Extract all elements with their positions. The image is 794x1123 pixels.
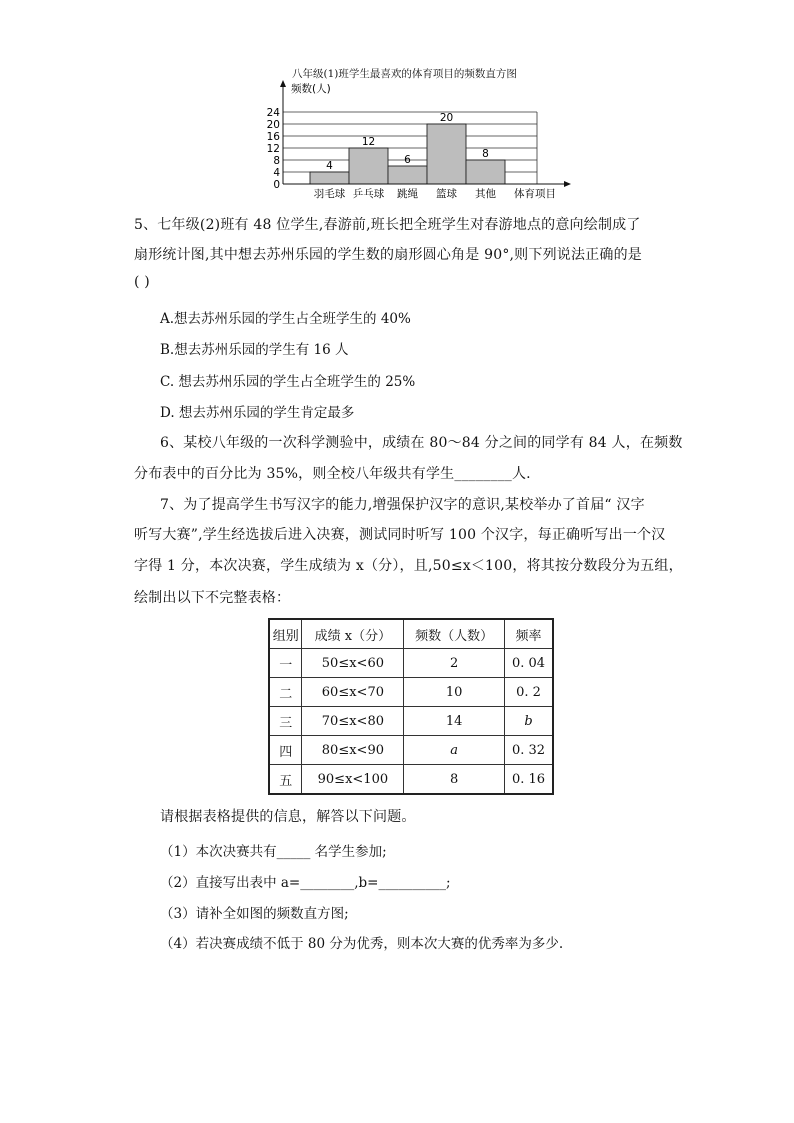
q5-option-d: D. 想去苏州乐园的学生肯定最多 — [160, 405, 355, 421]
x-axis-arrow — [564, 181, 571, 187]
table-cell: 一 — [269, 649, 302, 678]
table-cell: 90≤x<100 — [302, 765, 404, 795]
q7-part-4: （4）若决赛成绩不低于 80 分为优秀，则本次大赛的优秀率为多少. — [160, 936, 564, 952]
q5-answer-bracket: ( ) — [134, 274, 150, 290]
bar-value-label: 4 — [326, 160, 333, 172]
x-tick-label: 其他 — [475, 188, 496, 200]
x-tick-label: 乒乓球 — [352, 188, 385, 200]
bar — [310, 172, 349, 184]
table-cell: 50≤x<60 — [302, 649, 404, 678]
bar-value-label: 8 — [482, 148, 489, 160]
table-cell: 70≤x<80 — [302, 707, 404, 736]
table-header-cell: 成绩 x（分） — [302, 619, 404, 649]
q7-text-line2: 听写大赛”,学生经选拔后进入决赛，测试同时听写 100 个汉字，每正确听写出一个汉 — [134, 527, 666, 543]
table-cell: 8 — [404, 765, 505, 795]
table-cell: 0. 32 — [504, 736, 553, 765]
table-row — [269, 765, 553, 795]
table-cell-unknown-a: a — [404, 736, 505, 765]
bar — [427, 124, 466, 184]
x-tick-label: 篮球 — [436, 188, 457, 200]
q5-option-a: A.想去苏州乐园的学生占全班学生的 40% — [160, 311, 411, 327]
table-row — [269, 707, 553, 736]
table-cell: 60≤x<70 — [302, 678, 404, 707]
table-header-row — [269, 619, 553, 649]
bar-value-label: 20 — [439, 112, 454, 124]
chart-title: 八年级(1)班学生最喜欢的体育项目的频数直方图 — [292, 68, 517, 80]
y-tick-label: 16 — [266, 131, 280, 143]
bar — [388, 166, 427, 184]
y-tick-label: 12 — [266, 143, 280, 155]
table-row — [269, 649, 553, 678]
q7-text-line3: 字得 1 分，本次决赛，学生成绩为 x（分），且,50≤x＜100，将其按分数段分为五组， — [134, 558, 683, 574]
y-tick-label: 20 — [266, 119, 280, 131]
chart-y-ticks — [267, 107, 281, 191]
q6-text-line1: 6、某校八年级的一次科学测验中，成绩在 80～84 分之间的同学有 84 人，在频数 — [160, 435, 683, 451]
table-header-cell: 频率 — [504, 619, 553, 649]
table-cell: 五 — [269, 765, 302, 795]
q7-part-1: （1）本次决赛共有_____ 名学生参加; — [160, 844, 387, 860]
q5-text-line1: 5、七年级(2)班有 48 位学生,春游前,班长把全班学生对春游地点的意向绘制成了 — [134, 217, 641, 233]
q7-text-line1: 7、为了提高学生书写汉字的能力,增强保护汉字的意识,某校举办了首届“ 汉字 — [160, 497, 645, 513]
bar — [349, 148, 388, 184]
bar-value-label: 6 — [404, 154, 411, 166]
table-row — [269, 678, 553, 707]
bar-value-label: 12 — [361, 136, 376, 148]
y-tick-label: 8 — [273, 155, 280, 167]
table-cell: 二 — [269, 678, 302, 707]
chart-x-ticks — [314, 187, 497, 200]
table-cell-unknown-b: b — [504, 707, 553, 736]
table-cell: 0. 16 — [504, 765, 553, 795]
table-cell: 14 — [404, 707, 505, 736]
y-tick-label: 0 — [273, 179, 280, 191]
q7-part-2: （2）直接写出表中 a=________,b=__________; — [160, 875, 451, 891]
table-row — [269, 736, 553, 765]
chart-y-label: 频数(人) — [291, 83, 331, 95]
y-tick-label: 24 — [266, 107, 280, 119]
q5-option-c: C. 想去苏州乐园的学生占全班学生的 25% — [160, 374, 416, 390]
q5-text-line2: 扇形统计图,其中想去苏州乐园的学生数的扇形圆心角是 90°,则下列说法正确的是 — [134, 247, 642, 263]
table-cell: 2 — [404, 649, 505, 678]
x-tick-label: 跳绳 — [397, 188, 418, 200]
q5-option-b: B.想去苏州乐园的学生有 16 人 — [160, 342, 349, 358]
bar — [466, 160, 505, 184]
score-table — [268, 618, 554, 795]
table-cell: 0. 04 — [504, 649, 553, 678]
table-cell: 四 — [269, 736, 302, 765]
q7-part-3: （3）请补全如图的频数直方图; — [160, 906, 349, 922]
x-tick-label: 羽毛球 — [313, 188, 346, 200]
q7-text-line4: 绘制出以下不完整表格： — [134, 590, 291, 606]
table-header-cell: 组别 — [269, 619, 302, 649]
frequency-histogram — [255, 78, 575, 202]
table-cell: 三 — [269, 707, 302, 736]
table-cell: 0. 2 — [504, 678, 553, 707]
table-cell: 80≤x<90 — [302, 736, 404, 765]
q6-text-line2: 分布表中的百分比为 35%，则全校八年级共有学生________人. — [134, 466, 531, 482]
table-header-cell: 频数（人数） — [404, 619, 505, 649]
y-tick-label: 4 — [273, 167, 280, 179]
chart-x-label: 体育项目 — [514, 188, 556, 200]
y-axis-arrow — [280, 80, 286, 87]
table-cell: 10 — [404, 678, 505, 707]
q7-intro: 请根据表格提供的信息，解答以下问题。 — [160, 809, 416, 825]
